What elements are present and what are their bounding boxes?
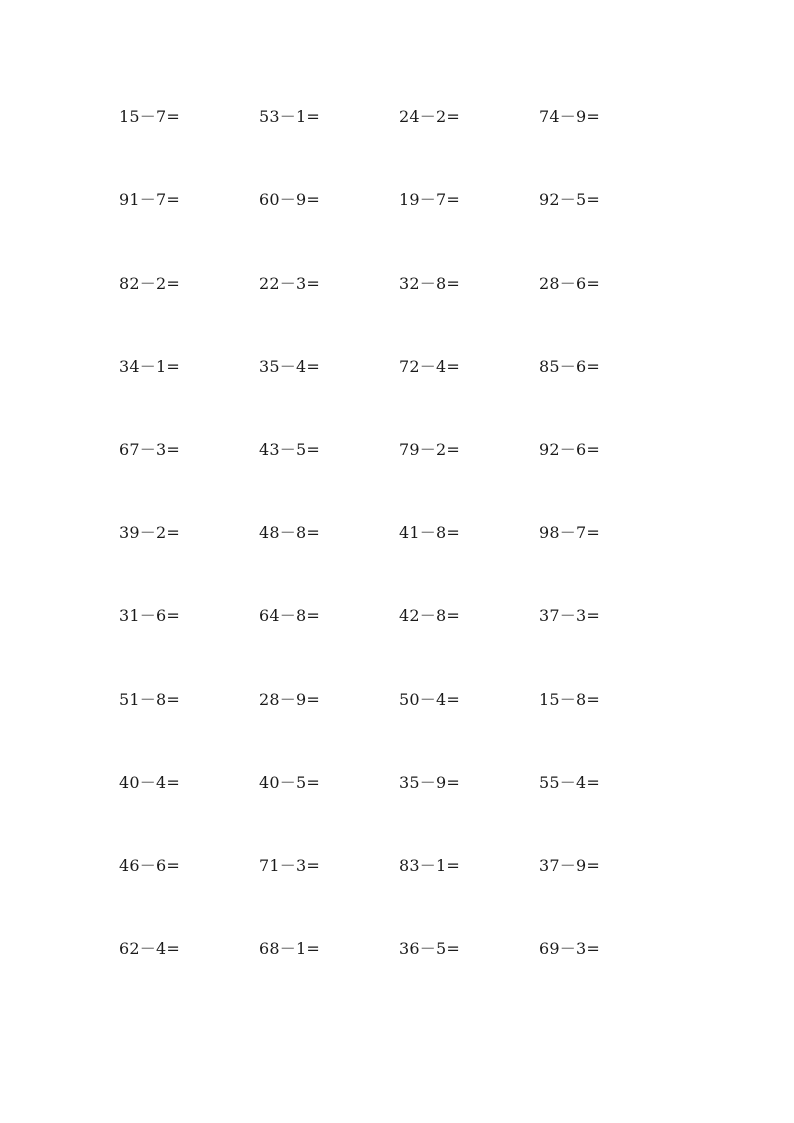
problem-row bbox=[0, 355, 794, 379]
problem-row bbox=[0, 521, 794, 545]
problem: 32－8= bbox=[399, 274, 460, 293]
problem: 83－1= bbox=[399, 856, 460, 875]
problem-row bbox=[0, 272, 794, 296]
problem: 35－9= bbox=[399, 773, 460, 792]
problem: 92－5= bbox=[539, 190, 600, 209]
problem: 35－4= bbox=[259, 357, 320, 376]
problem: 37－9= bbox=[539, 856, 600, 875]
problem: 74－9= bbox=[539, 107, 600, 126]
problem: 15－8= bbox=[539, 690, 600, 709]
problem: 19－7= bbox=[399, 190, 460, 209]
problem: 69－3= bbox=[539, 939, 600, 958]
problem: 50－4= bbox=[399, 690, 460, 709]
problem-row bbox=[0, 105, 794, 129]
problem: 62－4= bbox=[119, 939, 180, 958]
problem: 42－8= bbox=[399, 606, 460, 625]
problem-row bbox=[0, 771, 794, 795]
problem: 15－7= bbox=[119, 107, 180, 126]
problem: 64－8= bbox=[259, 606, 320, 625]
problem: 55－4= bbox=[539, 773, 600, 792]
problem: 34－1= bbox=[119, 357, 180, 376]
problem: 39－2= bbox=[119, 523, 180, 542]
problem: 43－5= bbox=[259, 440, 320, 459]
problem: 85－6= bbox=[539, 357, 600, 376]
problem: 67－3= bbox=[119, 440, 180, 459]
problem: 82－2= bbox=[119, 274, 180, 293]
problem-row bbox=[0, 604, 794, 628]
problem-row bbox=[0, 438, 794, 462]
problem: 41－8= bbox=[399, 523, 460, 542]
problem: 40－5= bbox=[259, 773, 320, 792]
problem-row bbox=[0, 688, 794, 712]
problem-row bbox=[0, 854, 794, 878]
problem: 98－7= bbox=[539, 523, 600, 542]
problem-row bbox=[0, 937, 794, 961]
problem: 37－3= bbox=[539, 606, 600, 625]
problem: 91－7= bbox=[119, 190, 180, 209]
problem: 48－8= bbox=[259, 523, 320, 542]
problem: 72－4= bbox=[399, 357, 460, 376]
problem: 40－4= bbox=[119, 773, 180, 792]
problem: 68－1= bbox=[259, 939, 320, 958]
problem: 51－8= bbox=[119, 690, 180, 709]
problem: 92－6= bbox=[539, 440, 600, 459]
problem: 46－6= bbox=[119, 856, 180, 875]
problem: 28－6= bbox=[539, 274, 600, 293]
problem: 28－9= bbox=[259, 690, 320, 709]
problem: 31－6= bbox=[119, 606, 180, 625]
problem: 71－3= bbox=[259, 856, 320, 875]
problem: 60－9= bbox=[259, 190, 320, 209]
problem: 24－2= bbox=[399, 107, 460, 126]
problem-row bbox=[0, 188, 794, 212]
problem: 22－3= bbox=[259, 274, 320, 293]
problem: 53－1= bbox=[259, 107, 320, 126]
problem: 36－5= bbox=[399, 939, 460, 958]
problem: 79－2= bbox=[399, 440, 460, 459]
